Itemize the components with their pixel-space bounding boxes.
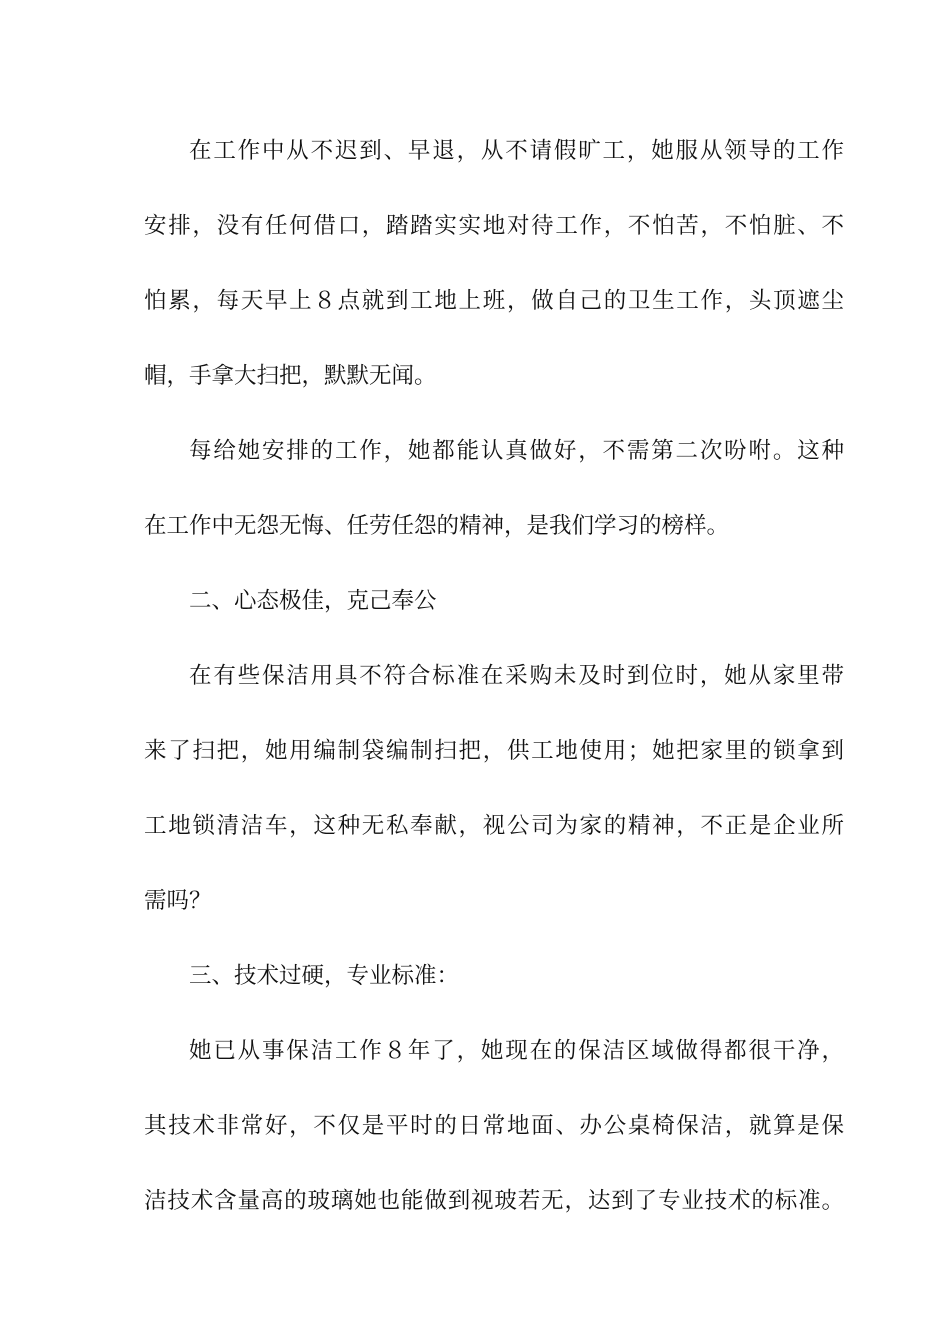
section-heading-3: 三、技术过硬，专业标准：	[189, 963, 460, 989]
paragraph-1-line-1: 在工作中从不迟到、早退，从不请假旷工，她服从领导的工作	[189, 138, 844, 164]
paragraph-3-line-4: 需吗？	[144, 888, 212, 914]
paragraph-1-line-4: 帽，手拿大扫把，默默无闻。	[144, 363, 437, 389]
paragraph-3-line-2: 来了扫把，她用编制袋编制扫把，供工地使用；她把家里的锁拿到	[144, 738, 844, 764]
paragraph-2-line-1: 每给她安排的工作，她都能认真做好，不需第二次吩咐。这种	[189, 438, 844, 464]
paragraph-2-line-2: 在工作中无怨无悔、任劳任怨的精神，是我们学习的榜样。	[144, 513, 730, 539]
paragraph-4-line-3: 洁技术含量高的玻璃她也能做到视玻若无，达到了专业技术的标准。	[144, 1188, 844, 1214]
paragraph-3-line-1: 在有些保洁用具不符合标准在采购未及时到位时，她从家里带	[189, 663, 844, 689]
paragraph-4-line-1: 她已从事保洁工作８年了，她现在的保洁区域做得都很干净，	[189, 1038, 844, 1064]
paragraph-3-line-3: 工地锁清洁车，这种无私奉献，视公司为家的精神，不正是企业所	[144, 813, 844, 839]
paragraph-1-line-2: 安排，没有任何借口，踏踏实实地对待工作，不怕苦，不怕脏、不	[144, 213, 844, 239]
paragraph-4-line-2: 其技术非常好，不仅是平时的日常地面、办公桌椅保洁，就算是保	[144, 1113, 844, 1139]
section-heading-2: 二、心态极佳，克己奉公	[189, 588, 437, 614]
paragraph-1-line-3: 怕累，每天早上８点就到工地上班，做自己的卫生工作，头顶遮尘	[144, 288, 844, 314]
